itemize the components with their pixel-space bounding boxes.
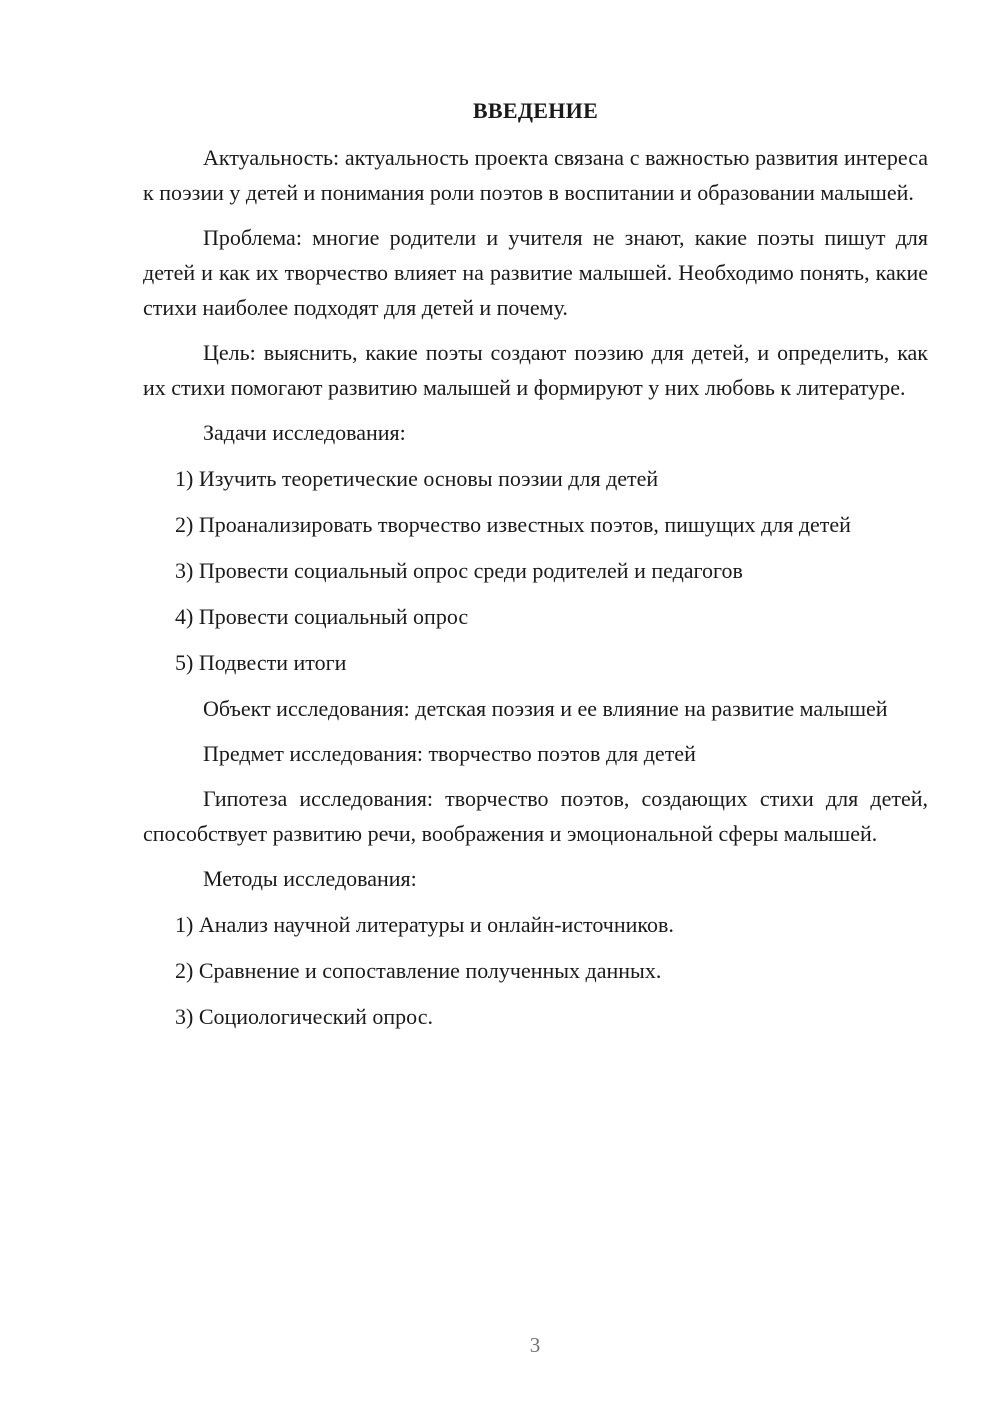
task-item: 5) Подвести итоги — [175, 650, 347, 675]
subject-paragraph: Предмет исследования: творчество поэтов для детей — [203, 741, 696, 766]
tasks-heading: Задачи исследования: — [203, 420, 406, 445]
section-title: ВВЕДЕНИЕ — [472, 98, 599, 123]
goal-paragraph: Цель: выяснить, какие поэты создают поэзию для детей, и определить, как их стихи помогают развитию малышей и формируют у них любовь к литературе. — [143, 340, 928, 400]
method-item: 2) Сравнение и сопоставление полученных данных. — [175, 958, 662, 983]
document-page — [143, 95, 928, 1045]
object-paragraph: Объект исследования: детская поэзия и ее влияние на развитие малышей — [203, 696, 888, 721]
hypothesis-paragraph: Гипотеза исследования: творчество поэтов, создающих стихи для детей, способствует развитию речи, воображения и эмоциональной сферы малышей. — [143, 786, 928, 846]
task-item: 3) Провести социальный опрос среди родителей и педагогов — [175, 558, 743, 583]
task-item: 1) Изучить теоретические основы поэзии для детей — [175, 466, 659, 491]
problem-paragraph: Проблема: многие родители и учителя не знают, какие поэты пишут для детей и как их творчество влияет на развитие малышей. Необходимо понять, какие стихи наиболее подходят для детей и почему. — [143, 225, 928, 320]
task-item: 4) Провести социальный опрос — [175, 604, 469, 629]
relevance-paragraph: Актуальность: актуальность проекта связана с важностью развития интереса к поэзии у детей и понимания роли поэтов в воспитании и образовании малышей. — [143, 145, 928, 205]
method-item: 1) Анализ научной литературы и онлайн-источников. — [175, 912, 674, 937]
task-item: 2) Проанализировать творчество известных поэтов, пишущих для детей — [175, 512, 851, 537]
page-number: 3 — [529, 1333, 541, 1357]
methods-heading: Методы исследования: — [203, 866, 417, 891]
method-item: 3) Социологический опрос. — [175, 1004, 433, 1029]
